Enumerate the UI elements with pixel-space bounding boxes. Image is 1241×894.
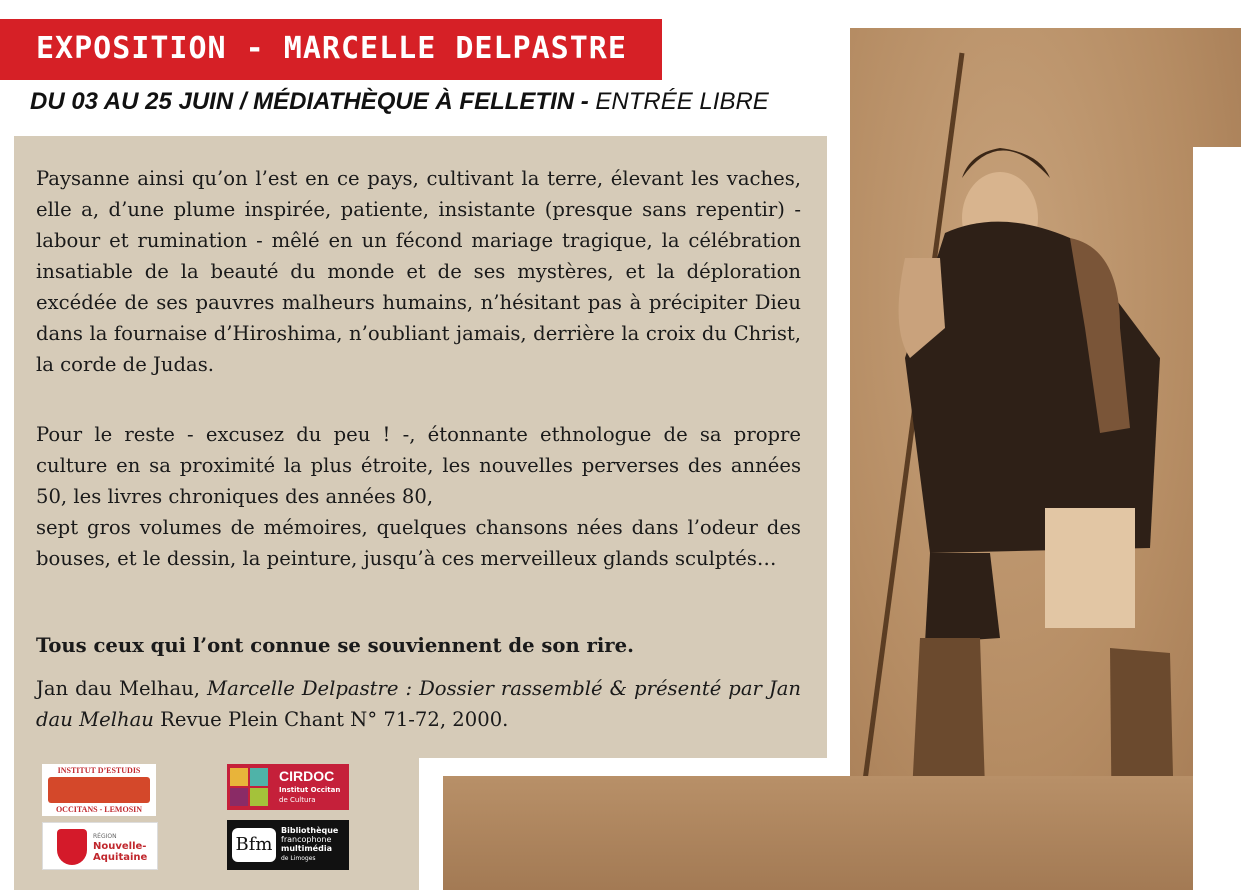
logo-institut-estudis-occitans (42, 764, 156, 816)
paragraph-works (36, 419, 801, 574)
woman-with-stick-illustration (850, 28, 1241, 890)
bfm-line2: francophone (281, 835, 332, 844)
cirdoc-sub2: de Cultura (279, 796, 316, 804)
bfm-line4: de Limoges (281, 855, 316, 862)
citation-work: Marcelle Delpastre : Dossier rassemblé & présenté par Jan dau Melhau (36, 677, 802, 731)
event-dates-location: DU 03 AU 25 JUIN / MÉDIATHÈQUE À FELLETIN - (30, 88, 596, 115)
paragraph-works-part2: sept gros volumes de mémoires, quelques chansons nées dans l’odeur des bouses, et le dessin, la peinture, jusqu’à ces merveilleux glands sculptés… (36, 516, 801, 570)
portrait-photo (850, 28, 1241, 890)
title-banner (0, 19, 662, 80)
logo-cirdoc (227, 764, 349, 810)
bfm-line3: multimédia (281, 844, 332, 853)
quote-laugh: Tous ceux qui l’ont connue se souviennent de son rire. (36, 634, 634, 657)
logo-region-nouvelle-aquitaine (42, 822, 158, 870)
region-shield-icon (57, 829, 87, 865)
cirdoc-tiles-icon (230, 768, 268, 806)
ieo-emblem-icon (48, 777, 150, 803)
cirdoc-name: CIRDOC (279, 768, 335, 784)
paragraph-biography: Paysanne ainsi qu’on l’est en ce pays, cultivant la terre, élevant les vaches, elle a, d’une plume inspirée, patiente, insistante (presque sans repentir) - labour et rumination - mêlé en un fécond mariage tragique, la célébration insatiable de la beauté du monde et de ses mystères, et la déploration excédée de ses pauvres malheurs humains, n’hésitant pas à précipiter Dieu dans la fournaise d’Hiroshima, n’oubliant jamais, derrière la croix du Christ, la corde de Judas. (36, 167, 801, 376)
bfm-line1: Bibliothèque (281, 826, 339, 835)
bfm-mark: Bfm (232, 828, 276, 862)
paragraph-works-part1: Pour le reste - excusez du peu ! -, étonnante ethnologue de sa propre culture en sa proximité la plus étroite, les nouvelles perverses des années 50, les livres chroniques des années 80, (36, 423, 801, 508)
photo-ground-strip (443, 776, 1203, 890)
event-info (30, 88, 769, 116)
photo-cutout (1193, 147, 1241, 890)
logo-bfm (227, 820, 349, 870)
free-entry: ENTRÉE LIBRE (595, 88, 769, 115)
ieo-line2: OCCITANS - LEMOSIN (55, 805, 143, 814)
citation-author: Jan dau Melhau, (36, 677, 208, 700)
ieo-line1: INSTITUT D’ESTUDIS (57, 766, 141, 775)
exhibition-title: EXPOSITION - MARCELLE DELPASTRE (36, 31, 627, 66)
region-label: RÉGION (93, 833, 117, 840)
citation (36, 673, 801, 735)
citation-reference: Revue Plein Chant N° 71-72, 2000. (153, 708, 509, 731)
cirdoc-sub1: Institut Occitan (279, 786, 341, 794)
region-name: Nouvelle-Aquitaine (93, 841, 148, 863)
